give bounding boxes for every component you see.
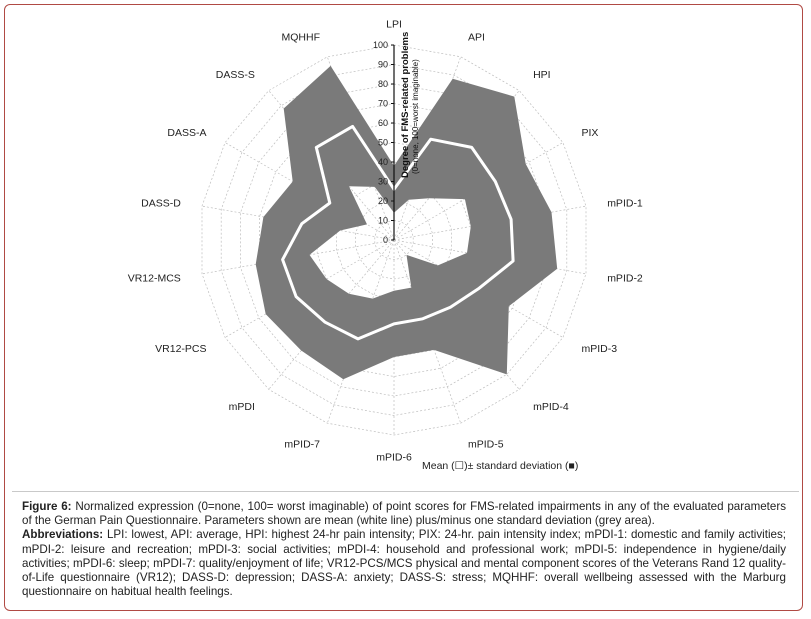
axis-label-mqhhf: MQHHF — [281, 31, 320, 44]
tick-label-20: 20 — [377, 196, 388, 206]
tick-label-80: 80 — [377, 79, 388, 89]
tick-label-30: 30 — [377, 176, 388, 187]
axis-label-dass-s: DASS-S — [215, 69, 255, 82]
axis-label-hpi: HPI — [533, 69, 551, 82]
caption-divider — [12, 491, 799, 492]
figure-label: Figure 6: — [22, 500, 72, 513]
axis-label-api: API — [468, 31, 485, 44]
figure-text: Normalized expression (0=none, 100= worst imaginable) of point scores for FMS-related impairments in any of the evaluated parameters of the German Pain Questionnaire. Parameters shown are mean (white line) plus/minus one standard deviation (grey area). — [22, 500, 786, 528]
tick-label-90: 90 — [377, 59, 388, 70]
axis-label-mpid-2: mPID-2 — [607, 272, 643, 285]
tick-label-70: 70 — [377, 98, 388, 109]
axis-label-mpid-4: mPID-4 — [533, 400, 569, 413]
axis-label-mpdi: mPDI — [228, 400, 255, 413]
tick-label-10: 10 — [377, 215, 388, 226]
axis-label-dass-d: DASS-D — [141, 197, 181, 210]
tick-label-100: 100 — [372, 40, 388, 50]
tick-label-60: 60 — [377, 118, 388, 128]
axis-title: Degree of FMS-related problems — [400, 31, 411, 178]
tick-label-0: 0 — [382, 235, 388, 245]
axis-label-vr12-pcs: VR12-PCS — [155, 343, 207, 356]
abbreviations-text: LPI: lowest, API: average, HPI: highest 24-hr pain intensity; PIX: 24-hr. pain intensity index; mPDI-1: domestic and family activities; mPDI-2: leisure and recreation; mPDI-3: social activities; mPDI-4: household and professional work; mPDI-5: independence in hygiene/daily activities; mPDI-6: sleep; mPDI-7: quality/enjoyment of life; VR12-PCS/MCS physical and mental component scores of the Veterans Rand 12 quality-of-Life questionnaire (VR12); DASS-D: depression; DASS-A: anxiety; DASS-S: stress; MQHHF: overall wellbeing assessed with the Marburg questionnaire on habitual health feelings. — [22, 528, 786, 599]
axis-label-mpid-6: mPID-6 — [376, 451, 412, 464]
axis-label-vr12-mcs: VR12-MCS — [127, 272, 181, 285]
axis-label-dass-a: DASS-A — [167, 126, 207, 139]
axis-label-mpid-3: mPID-3 — [581, 343, 618, 356]
axis-label-mpid-5: mPID-5 — [468, 438, 504, 451]
axis-label-pix: PIX — [581, 126, 599, 139]
figure-caption — [22, 500, 786, 599]
axis-subtitle: (0=none, 100=worst imaginable) — [411, 59, 420, 174]
axis-label-mpid-1: mPID-1 — [607, 197, 643, 210]
abbreviations-label: Abbreviations: — [22, 528, 104, 542]
legend: Mean (☐)± standard deviation (■) — [422, 460, 579, 472]
axis-label-lpi: LPI — [386, 18, 402, 31]
axis-label-mpid-7: mPID-7 — [284, 438, 320, 451]
tick-label-40: 40 — [377, 157, 388, 167]
tick-label-50: 50 — [377, 137, 388, 148]
